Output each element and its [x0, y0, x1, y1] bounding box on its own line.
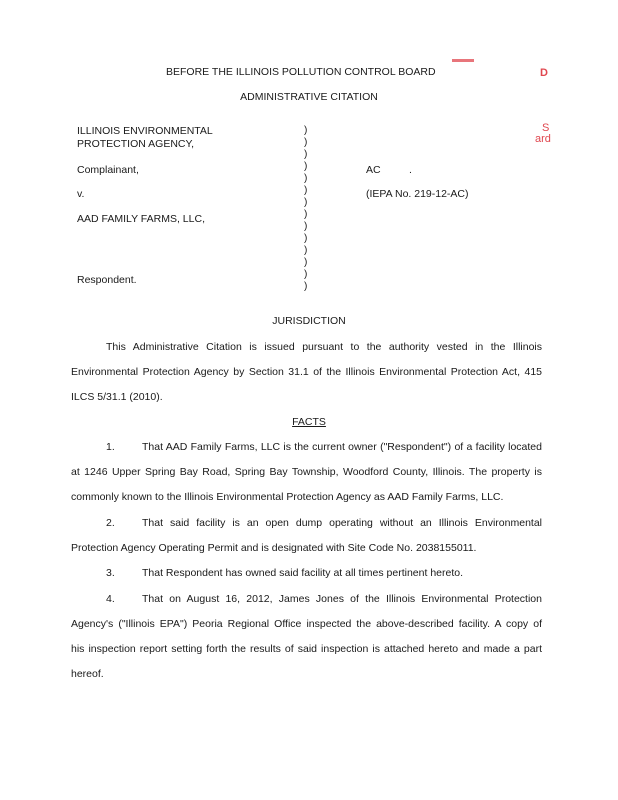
jurisdiction-line: ILCS 5/31.1 (2010). [71, 391, 163, 403]
caption-paren: ) [304, 137, 308, 148]
caption-paren: ) [304, 233, 308, 244]
fact-text-line: That AAD Family Farms, LLC is the current owner ("Respondent") of a facility located [142, 441, 542, 453]
fact-text-line: hereof. [71, 668, 104, 680]
fact-text-line: Protection Agency Operating Permit and is designated with Site Code No. 2038155011. [71, 542, 477, 554]
stamp-letter-s: S [542, 122, 550, 134]
fact-text-line: Agency's ("Illinois EPA") Peoria Regional Office inspected the above-described facility. A copy of [71, 618, 542, 630]
fact-text-line: commonly known to the Illinois Environmental Protection Agency as AAD Family Farms, LLC. [71, 491, 504, 503]
versus-label: v. [77, 188, 85, 200]
fact-number: 2. [106, 517, 115, 529]
caption-paren: ) [304, 125, 308, 136]
caption-paren: ) [304, 209, 308, 220]
respondent-name: AAD FAMILY FARMS, LLC, [77, 213, 205, 225]
iepa-number: (IEPA No. 219-12-AC) [366, 188, 469, 200]
stamp-fragment-ard: ard [535, 133, 551, 145]
board-heading: BEFORE THE ILLINOIS POLLUTION CONTROL BOARD [166, 66, 436, 78]
stamp-mark [452, 59, 474, 62]
caption-paren: ) [304, 149, 308, 160]
fact-number: 1. [106, 441, 115, 453]
caption-paren: ) [304, 173, 308, 184]
complainant-name-line2: PROTECTION AGENCY, [77, 138, 195, 150]
stamp-letter-d: D [540, 67, 548, 79]
jurisdiction-line: Environmental Protection Agency by Section 31.1 of the Illinois Environmental Protection Act, 415 [71, 366, 542, 378]
case-number-prefix: AC [366, 164, 381, 176]
fact-number: 3. [106, 567, 115, 579]
caption-paren: ) [304, 197, 308, 208]
caption-paren: ) [304, 245, 308, 256]
fact-text-line: his inspection report setting forth the results of said inspection is attached hereto and made a part [71, 643, 542, 655]
caption-paren: ) [304, 269, 308, 280]
jurisdiction-heading: JURISDICTION [272, 315, 346, 327]
facts-heading: FACTS [292, 416, 326, 428]
fact-text-line: That on August 16, 2012, James Jones of the Illinois Environmental Protection [142, 593, 542, 605]
fact-number: 4. [106, 593, 115, 605]
caption-paren: ) [304, 185, 308, 196]
caption-paren: ) [304, 257, 308, 268]
case-number-dot: . [409, 164, 412, 176]
document-title: ADMINISTRATIVE CITATION [240, 91, 378, 103]
complainant-name-line1: ILLINOIS ENVIRONMENTAL [77, 125, 213, 137]
fact-text-line: That said facility is an open dump operating without an Illinois Environmental [142, 517, 542, 529]
caption-paren: ) [304, 221, 308, 232]
fact-text-line: That Respondent has owned said facility at all times pertinent hereto. [142, 567, 464, 579]
complainant-label: Complainant, [77, 164, 139, 176]
caption-paren: ) [304, 161, 308, 172]
fact-text-line: at 1246 Upper Spring Bay Road, Spring Bay Township, Woodford County, Illinois. The property is [71, 466, 542, 478]
caption-paren: ) [304, 281, 308, 292]
respondent-label: Respondent. [77, 274, 137, 286]
jurisdiction-line: This Administrative Citation is issued pursuant to the authority vested in the Illinois [106, 341, 542, 353]
